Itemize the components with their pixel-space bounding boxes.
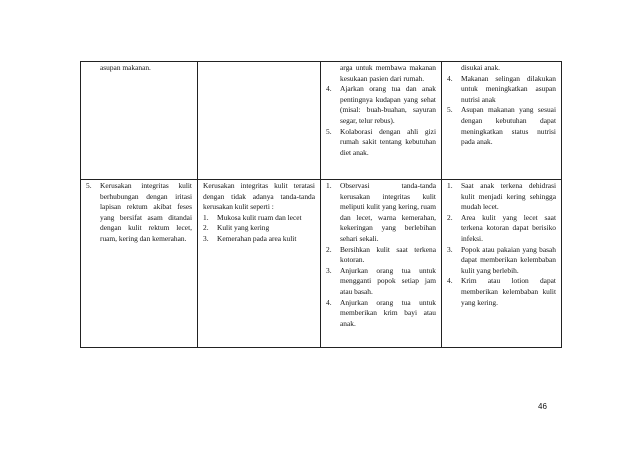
item-text: Bersihkan kulit saat terkena kotoran. — [340, 244, 436, 265]
item-number: 3. — [203, 233, 209, 243]
diagnosis-cell — [81, 180, 198, 348]
list-item — [203, 223, 315, 234]
list-item — [326, 63, 436, 84]
list-item — [326, 181, 436, 245]
diagnosis-text: asupan makanan. — [100, 63, 151, 72]
diagnosis-cell — [81, 62, 198, 180]
item-text: Popok atau pakaian yang basah dapat memberikan kelembaban kulit yang berlebih. — [461, 244, 556, 275]
list-item — [86, 181, 192, 245]
item-text: Saat anak terkena dehidrasi kulit menjadi kering sehingga mudah lecet. — [461, 181, 556, 212]
list-item — [203, 234, 315, 245]
item-text: Kulit yang kering — [217, 223, 270, 233]
list-item — [447, 276, 556, 308]
rationale-list — [447, 181, 556, 308]
page-number: 46 — [538, 402, 547, 411]
list-item — [203, 213, 315, 224]
outcome-cell — [198, 180, 321, 348]
table-row — [81, 62, 562, 180]
item-number: 2. — [326, 244, 332, 254]
outcome-intro: Kerusakan integritas kulit teratasi dengan tidak adanya tanda-tanda kerusakan kulit seperti : — [203, 181, 315, 212]
item-number: 3. — [326, 265, 332, 275]
item-number: 4. — [326, 84, 332, 94]
item-text: Ajarkan orang tua dan anak pentingnya kudapan yang sehat (misal: buah-buahan, sayuran segar, telur rebus). — [340, 84, 436, 125]
intervention-list — [326, 181, 436, 329]
rationale-list — [447, 63, 556, 148]
list-item — [326, 266, 436, 298]
list-item — [447, 63, 556, 74]
list-item — [326, 298, 436, 330]
rationale-cell — [442, 62, 562, 180]
item-number: 4. — [447, 276, 453, 286]
item-text: Krim atau lotion dapat memberikan kelembaban kulit yang kering. — [461, 276, 556, 307]
list-item — [326, 245, 436, 266]
item-number: 3. — [447, 244, 453, 254]
item-number: 1. — [326, 181, 332, 190]
list-item — [326, 127, 436, 159]
item-text: Observasi tanda-tanda kerusakan integritas kulit meliputi kulit yang kering, ruam dan lecet, warna kemerahan, kekeringan yang berlebihan sehari sekali. — [340, 181, 436, 243]
nursing-care-plan-table — [80, 61, 562, 348]
item-text: disukai anak. — [461, 63, 500, 72]
list-item — [447, 105, 556, 147]
item-number: 4. — [326, 297, 332, 307]
item-text: Anjurkan orang tua untuk mengganti popok setiap jam atau basah. — [340, 265, 436, 296]
item-number: 4. — [447, 73, 453, 83]
item-text: Area kulit yang lecet saat terkena kotoran dapat berisiko infeksi. — [461, 212, 556, 243]
intervention-list — [326, 63, 436, 158]
table-row — [81, 180, 562, 348]
outcome-list — [203, 213, 315, 245]
list-item — [447, 213, 556, 245]
item-text: Kemerahan pada area kulit — [217, 233, 297, 243]
item-number: 2. — [203, 223, 209, 233]
list-item — [447, 245, 556, 277]
item-text: Kerusakan integritas kulit berhubungan dengan iritasi lapisan rektum akibat feses yang bersifat asam ditandai dengan kulit rektum lecet, ruam, kering dan kemerahan. — [100, 181, 192, 243]
rationale-cell — [442, 180, 562, 348]
list-item — [447, 74, 556, 106]
item-text: arga untuk membawa makanan kesukaan pasien dari rumah. — [340, 63, 436, 83]
list-item — [326, 84, 436, 126]
item-number: 1. — [447, 181, 453, 190]
item-number: 5. — [326, 126, 332, 136]
item-text: Kolaborasi dengan ahli gizi rumah sakit tentang kebutuhan diet anak. — [340, 126, 436, 157]
item-number: 2. — [447, 212, 453, 222]
intervention-cell — [321, 62, 442, 180]
item-number: 5. — [447, 105, 453, 115]
item-text: Makanan selingan dilakukan untuk meningkatkan asupan nutrisi anak — [461, 73, 556, 104]
outcome-cell — [198, 62, 321, 180]
item-number: 5. — [86, 181, 92, 190]
list-item — [447, 181, 556, 213]
intervention-cell — [321, 180, 442, 348]
diagnosis-list — [86, 181, 192, 245]
item-number: 1. — [203, 212, 209, 222]
item-text: Asupan makanan yang sesuai dengan kebutuhan dapat meningkatkan status nutrisi pada anak. — [461, 105, 556, 147]
item-text: Anjurkan orang tua untuk memberikan krim bayi atau anak. — [340, 297, 436, 328]
item-text: Mukosa kulit ruam dan lecet — [217, 212, 302, 222]
